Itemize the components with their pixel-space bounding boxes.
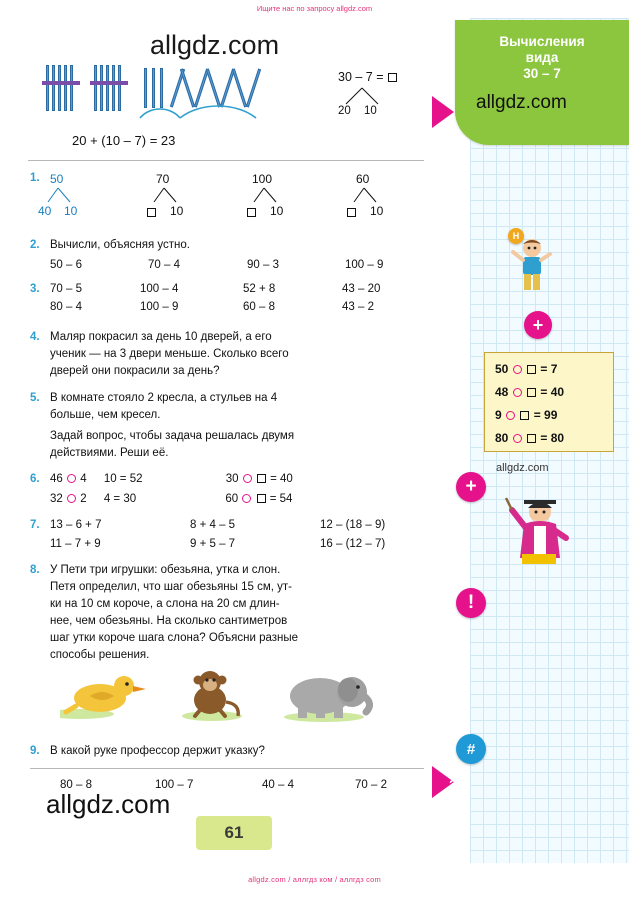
task1-item2-right: 10 bbox=[170, 204, 184, 218]
chapter-header-box bbox=[455, 20, 629, 145]
intro-part-right: 10 bbox=[364, 105, 377, 117]
task1-item3-right: 10 bbox=[270, 204, 284, 218]
footer-links[interactable]: allgdz.com / аллгдз ком / аллгдз com bbox=[248, 875, 381, 884]
task-2-prompt: Вычисли, объясняя устно. bbox=[50, 239, 190, 251]
yellow-row-3-box[interactable] bbox=[520, 411, 529, 420]
task-2-expr-3: 90 – 3 bbox=[247, 259, 279, 271]
divider-task-9 bbox=[30, 768, 424, 769]
task1-item4-right: 10 bbox=[370, 204, 384, 218]
chapter-title-line3: 30 – 7 bbox=[523, 66, 561, 81]
task-4-line2: ученик — на 3 двери меньше. Сколько всего bbox=[50, 348, 289, 360]
task-8-number: 8. bbox=[30, 564, 40, 576]
yellow-row-3 bbox=[495, 408, 557, 422]
task-7-number: 7. bbox=[30, 519, 40, 531]
task-7-r1c1: 13 – 6 + 7 bbox=[50, 519, 102, 531]
chapter-title-line2: вида bbox=[525, 50, 559, 65]
task-5-line3: Задай вопрос, чтобы задача решалась двумя bbox=[50, 430, 295, 442]
monkey-illustration bbox=[170, 668, 260, 722]
task-7-r1c2: 8 + 4 – 5 bbox=[190, 519, 236, 531]
task6-r1-b: 4 bbox=[80, 473, 87, 485]
elephant-illustration bbox=[272, 668, 382, 722]
task-8-line1: У Пети три игрушки: обезьяна, утка и слон. bbox=[50, 564, 281, 576]
task-4-number: 4. bbox=[30, 331, 40, 343]
task1-item1-left: 40 bbox=[38, 204, 52, 218]
task1-item1-right: 10 bbox=[64, 204, 78, 218]
yellow-row-2 bbox=[495, 385, 564, 399]
task-8-line4: нее, чем обезьяны. На сколько сантиметров bbox=[50, 615, 288, 627]
plus-icon-1[interactable]: + bbox=[524, 311, 552, 339]
exclamation-icon[interactable]: ! bbox=[456, 588, 486, 618]
watermark-side: allgdz.com bbox=[496, 462, 549, 474]
task-3-number: 3. bbox=[30, 283, 40, 295]
task-8-line2: Петя определил, что шаг обезьяны 15 см, ут- bbox=[50, 581, 292, 593]
task-9-number: 9. bbox=[30, 745, 40, 757]
yellow-row-4-circle[interactable] bbox=[513, 434, 522, 443]
boy-illustration bbox=[508, 236, 558, 296]
task-3-r2c2: 100 – 9 bbox=[140, 301, 179, 313]
task-3-r1c2: 100 – 4 bbox=[140, 283, 179, 295]
yellow-row-1 bbox=[495, 362, 557, 376]
task-2-expr-4: 100 – 9 bbox=[345, 259, 384, 271]
task-2-expr-1: 50 – 6 bbox=[50, 259, 82, 271]
intro-main-equation: 20 + (10 – 7) = 23 bbox=[72, 133, 176, 148]
task-3-r1c4: 43 – 20 bbox=[342, 283, 381, 295]
intro-mini-equation bbox=[338, 70, 398, 84]
task6-r2-e: = 54 bbox=[269, 493, 293, 505]
sticks-brace bbox=[40, 60, 290, 120]
task1-item4-box[interactable] bbox=[347, 208, 356, 217]
yellow-row-2-b: = 40 bbox=[540, 385, 565, 399]
task6-r2-d: 60 bbox=[225, 493, 239, 505]
watermark-top: allgdz.com bbox=[150, 30, 280, 60]
answer-box-intro bbox=[388, 73, 397, 82]
yellow-row-3-a: 9 bbox=[495, 408, 502, 422]
task1-item4-top: 60 bbox=[356, 172, 370, 186]
task-3-r1c3: 52 + 8 bbox=[243, 283, 276, 295]
page-footer bbox=[0, 863, 629, 897]
counting-sticks-illustration bbox=[40, 60, 290, 120]
task-9-expr-4: 70 – 2 bbox=[355, 779, 387, 791]
yellow-row-1-box[interactable] bbox=[527, 365, 536, 374]
pink-arrow-top bbox=[432, 96, 454, 128]
task-3-r2c4: 43 – 2 bbox=[342, 301, 374, 313]
professor-illustration bbox=[498, 492, 578, 572]
task-7-r2c2: 9 + 5 – 7 bbox=[190, 538, 236, 550]
task-1-number: 1. bbox=[30, 172, 40, 184]
task6-r1-box[interactable] bbox=[257, 474, 266, 483]
top-banner: Ищите нас по запросу allgdz.com bbox=[256, 4, 373, 13]
yellow-row-4-b: = 80 bbox=[540, 431, 565, 445]
task6-r1-c: 10 = 52 bbox=[103, 473, 143, 485]
yellow-row-4-a: 80 bbox=[495, 431, 509, 445]
task1-item1-top: 50 bbox=[50, 172, 64, 186]
task6-r1-a: 46 bbox=[50, 473, 63, 485]
task6-r1-circle[interactable] bbox=[67, 474, 76, 483]
hash-icon[interactable]: # bbox=[456, 734, 486, 764]
chapter-title-line1: Вычисления bbox=[499, 34, 585, 49]
yellow-row-3-b: = 99 bbox=[533, 408, 558, 422]
task-9-expr-1: 80 – 8 bbox=[60, 779, 92, 791]
task6-r1-circle2[interactable] bbox=[243, 474, 252, 483]
task-8-line6: способы решения. bbox=[50, 649, 150, 661]
chapter-header-title bbox=[455, 34, 629, 82]
task-9-expr-2: 100 – 7 bbox=[155, 779, 194, 791]
yellow-row-3-circle[interactable] bbox=[506, 411, 515, 420]
yellow-row-1-b: = 7 bbox=[540, 362, 558, 376]
yellow-row-2-box[interactable] bbox=[527, 388, 536, 397]
task-8-line3: ки на 10 см короче, а слона на 20 см длин- bbox=[50, 598, 280, 610]
task6-r2-b: 2 bbox=[80, 493, 87, 505]
task6-r1-d: 30 bbox=[225, 473, 239, 485]
yellow-row-1-a: 50 bbox=[495, 362, 509, 376]
boy-badge-icon: Н bbox=[508, 228, 524, 244]
task-7-r2c1: 11 – 7 + 9 bbox=[50, 538, 101, 550]
watermark-header: allgdz.com bbox=[476, 92, 567, 113]
task6-r2-box[interactable] bbox=[257, 494, 266, 503]
task-6-number: 6. bbox=[30, 473, 40, 485]
intro-mini-parts bbox=[338, 105, 377, 117]
intro-mini-eq-text: 30 – 7 = bbox=[338, 70, 387, 84]
task-6-row-1 bbox=[50, 473, 293, 485]
intro-part-left: 20 bbox=[338, 105, 351, 117]
page-number-badge: 61 bbox=[196, 816, 272, 850]
task1-item2-top: 70 bbox=[156, 172, 170, 186]
task-7-r1c3: 12 – (18 – 9) bbox=[320, 519, 386, 531]
yellow-row-2-circle[interactable] bbox=[513, 388, 522, 397]
task-2-expr-2: 70 – 4 bbox=[148, 259, 180, 271]
yellow-row-4 bbox=[495, 431, 564, 445]
task-4-line3: дверей они покрасили за день? bbox=[50, 365, 220, 377]
divider-after-intro bbox=[28, 160, 424, 161]
task6-r2-a: 32 bbox=[50, 493, 63, 505]
task-1-body bbox=[38, 168, 424, 224]
task-5-number: 5. bbox=[30, 392, 40, 404]
task-9-expr-3: 40 – 4 bbox=[262, 779, 294, 791]
task-3-r1c1: 70 – 5 bbox=[50, 283, 82, 295]
task6-r2-circle[interactable] bbox=[67, 494, 76, 503]
task-2-number: 2. bbox=[30, 239, 40, 251]
task-7-r2c3: 16 – (12 – 7) bbox=[320, 538, 386, 550]
task-9-prompt: В какой руке профессор держит указку? bbox=[50, 745, 265, 757]
duck-illustration bbox=[60, 672, 170, 720]
watermark-bottom: allgdz.com bbox=[46, 789, 171, 819]
task-5-line4: действиями. Реши её. bbox=[50, 447, 169, 459]
task6-r1-e: = 40 bbox=[270, 473, 293, 485]
task1-item3-top: 100 bbox=[252, 172, 273, 186]
task-8-line5: шаг утки короче шага слона? Объясни разные bbox=[50, 632, 299, 644]
task-5-line1: В комнате стояло 2 кресла, а стульев на 4 bbox=[50, 392, 278, 404]
task-3-r2c1: 80 – 4 bbox=[50, 301, 82, 313]
task1-item2-box[interactable] bbox=[147, 208, 156, 217]
yellow-exercise-box bbox=[484, 352, 614, 452]
task1-item3-box[interactable] bbox=[247, 208, 256, 217]
task-5-line2: больше, чем кресел. bbox=[50, 409, 161, 421]
task6-r2-circle2[interactable] bbox=[242, 494, 251, 503]
question-mark-icon[interactable]: ? bbox=[449, 776, 457, 792]
task-3-r2c3: 60 – 8 bbox=[243, 301, 275, 313]
task-6-row-2 bbox=[50, 493, 292, 505]
yellow-row-2-a: 48 bbox=[495, 385, 509, 399]
plus-icon-2[interactable]: + bbox=[456, 472, 486, 502]
task-4-line1: Маляр покрасил за день 10 дверей, а его bbox=[50, 331, 272, 343]
yellow-row-4-box[interactable] bbox=[527, 434, 536, 443]
yellow-row-1-circle[interactable] bbox=[513, 365, 522, 374]
task6-r2-c: 4 = 30 bbox=[103, 493, 137, 505]
